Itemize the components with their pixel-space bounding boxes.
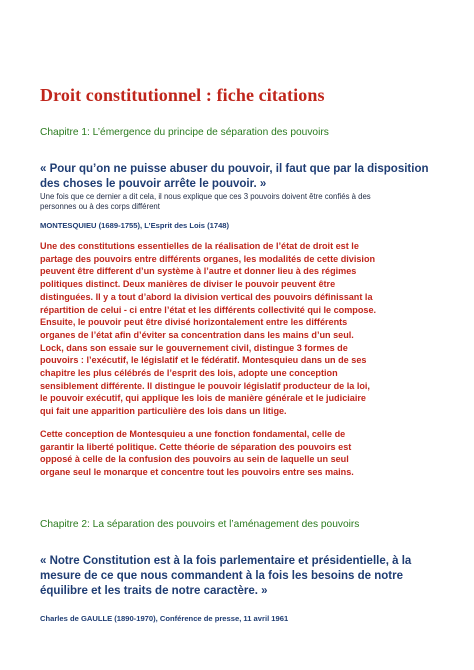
chapter-1-heading: Chapitre 1: L’émergence du principe de séparation des pouvoirs xyxy=(40,127,329,138)
paragraph-line: répartition de celui - ci entre l’état et les différents collectivité qui le compose. xyxy=(40,304,377,315)
paragraph-line: organes de l’état afin d’éviter sa concentration dans les mains d’un seul. xyxy=(40,329,354,340)
quote-line: des choses le pouvoir arrête le pouvoir. » xyxy=(40,178,267,190)
de-gaulle-quote xyxy=(40,554,440,599)
note-line: personnes ou à des corps différent xyxy=(40,202,160,211)
paragraph-line: Une des constitutions essentielles de la réalisation de l’état de droit est le xyxy=(40,241,359,251)
paragraph-line: le pouvoir exécutif, qui applique les lois de manière générale et le judiciaire xyxy=(40,393,366,404)
note-line: Une fois que ce dernier a dit cela, il nous explique que ces 3 pouvoirs doivent être confiés à des xyxy=(40,192,371,201)
chapter-2-heading: Chapitre 2: La séparation des pouvoirs et l’aménagement des pouvoirs xyxy=(40,519,360,530)
paragraph-line: sensiblement différente. Il distingue le pouvoir législatif producteur de la loi, xyxy=(40,380,370,391)
paragraph-line: garantir la liberté politique. Cette théorie de séparation des pouvoirs est xyxy=(40,441,352,452)
document-title: Droit constitutionnel : fiche citations xyxy=(40,85,325,105)
paragraph-line: distinguées. Il y a tout d’abord la division vertical des pouvoirs définissant la xyxy=(40,291,373,302)
paragraph-line: Ensuite, le pouvoir peut être divisé horizontalement entre les différents xyxy=(40,317,348,328)
paragraph-montesquieu-function xyxy=(40,428,442,479)
paragraph-line: politiques distinct. Deux manières de diviser le pouvoir peuvent être xyxy=(40,279,336,290)
paragraph-line: pouvoirs : l’exécutif, le législatif et le fédératif. Montesquieu dans un de ses xyxy=(40,355,367,366)
paragraph-line: Cette conception de Montesquieu a une fonction fondamental, celle de xyxy=(40,429,346,439)
montesquieu-quote xyxy=(40,162,440,192)
montesquieu-attribution: MONTESQUIEU (1689-1755), L’Esprit des Lois (1748) xyxy=(40,221,230,230)
quote-explanation xyxy=(40,192,445,212)
paragraph-separation-theory xyxy=(40,240,442,418)
de-gaulle-attribution: Charles de GAULLE (1890-1970), Conférence de presse, 11 avril 1961 xyxy=(40,614,289,623)
quote-line: « Pour qu’on ne puisse abuser du pouvoir, il faut que par la disposition xyxy=(40,163,429,175)
quote-line: équilibre et les traits de notre caractère. » xyxy=(40,585,268,597)
paragraph-line: organe seul le monarque et concentre tout les pouvoirs entre ses mains. xyxy=(40,467,354,478)
quote-line: mesure de ce que nous commandent à la fois les besoins de notre xyxy=(40,570,403,582)
paragraph-line: peuvent être different d’un système à l’autre et donner lieu à des régimes xyxy=(40,266,357,277)
paragraph-line: qui fait une apparition particulière des lois dans un litige. xyxy=(40,406,287,417)
paragraph-line: opposé à celle de la confusion des pouvoirs au sein de laquelle un seul xyxy=(40,454,349,465)
paragraph-line: partage des pouvoirs entre différents organes, les modalités de cette division xyxy=(40,253,376,264)
paragraph-line: chapitre les plus célébrés de l’esprit des lois, adopte une conception xyxy=(40,368,338,379)
quote-line: « Notre Constitution est à la fois parlementaire et présidentielle, à la xyxy=(40,555,412,567)
paragraph-line: Lock, dans son essaie sur le gouvernement civil, distingue 3 formes de xyxy=(40,342,348,353)
